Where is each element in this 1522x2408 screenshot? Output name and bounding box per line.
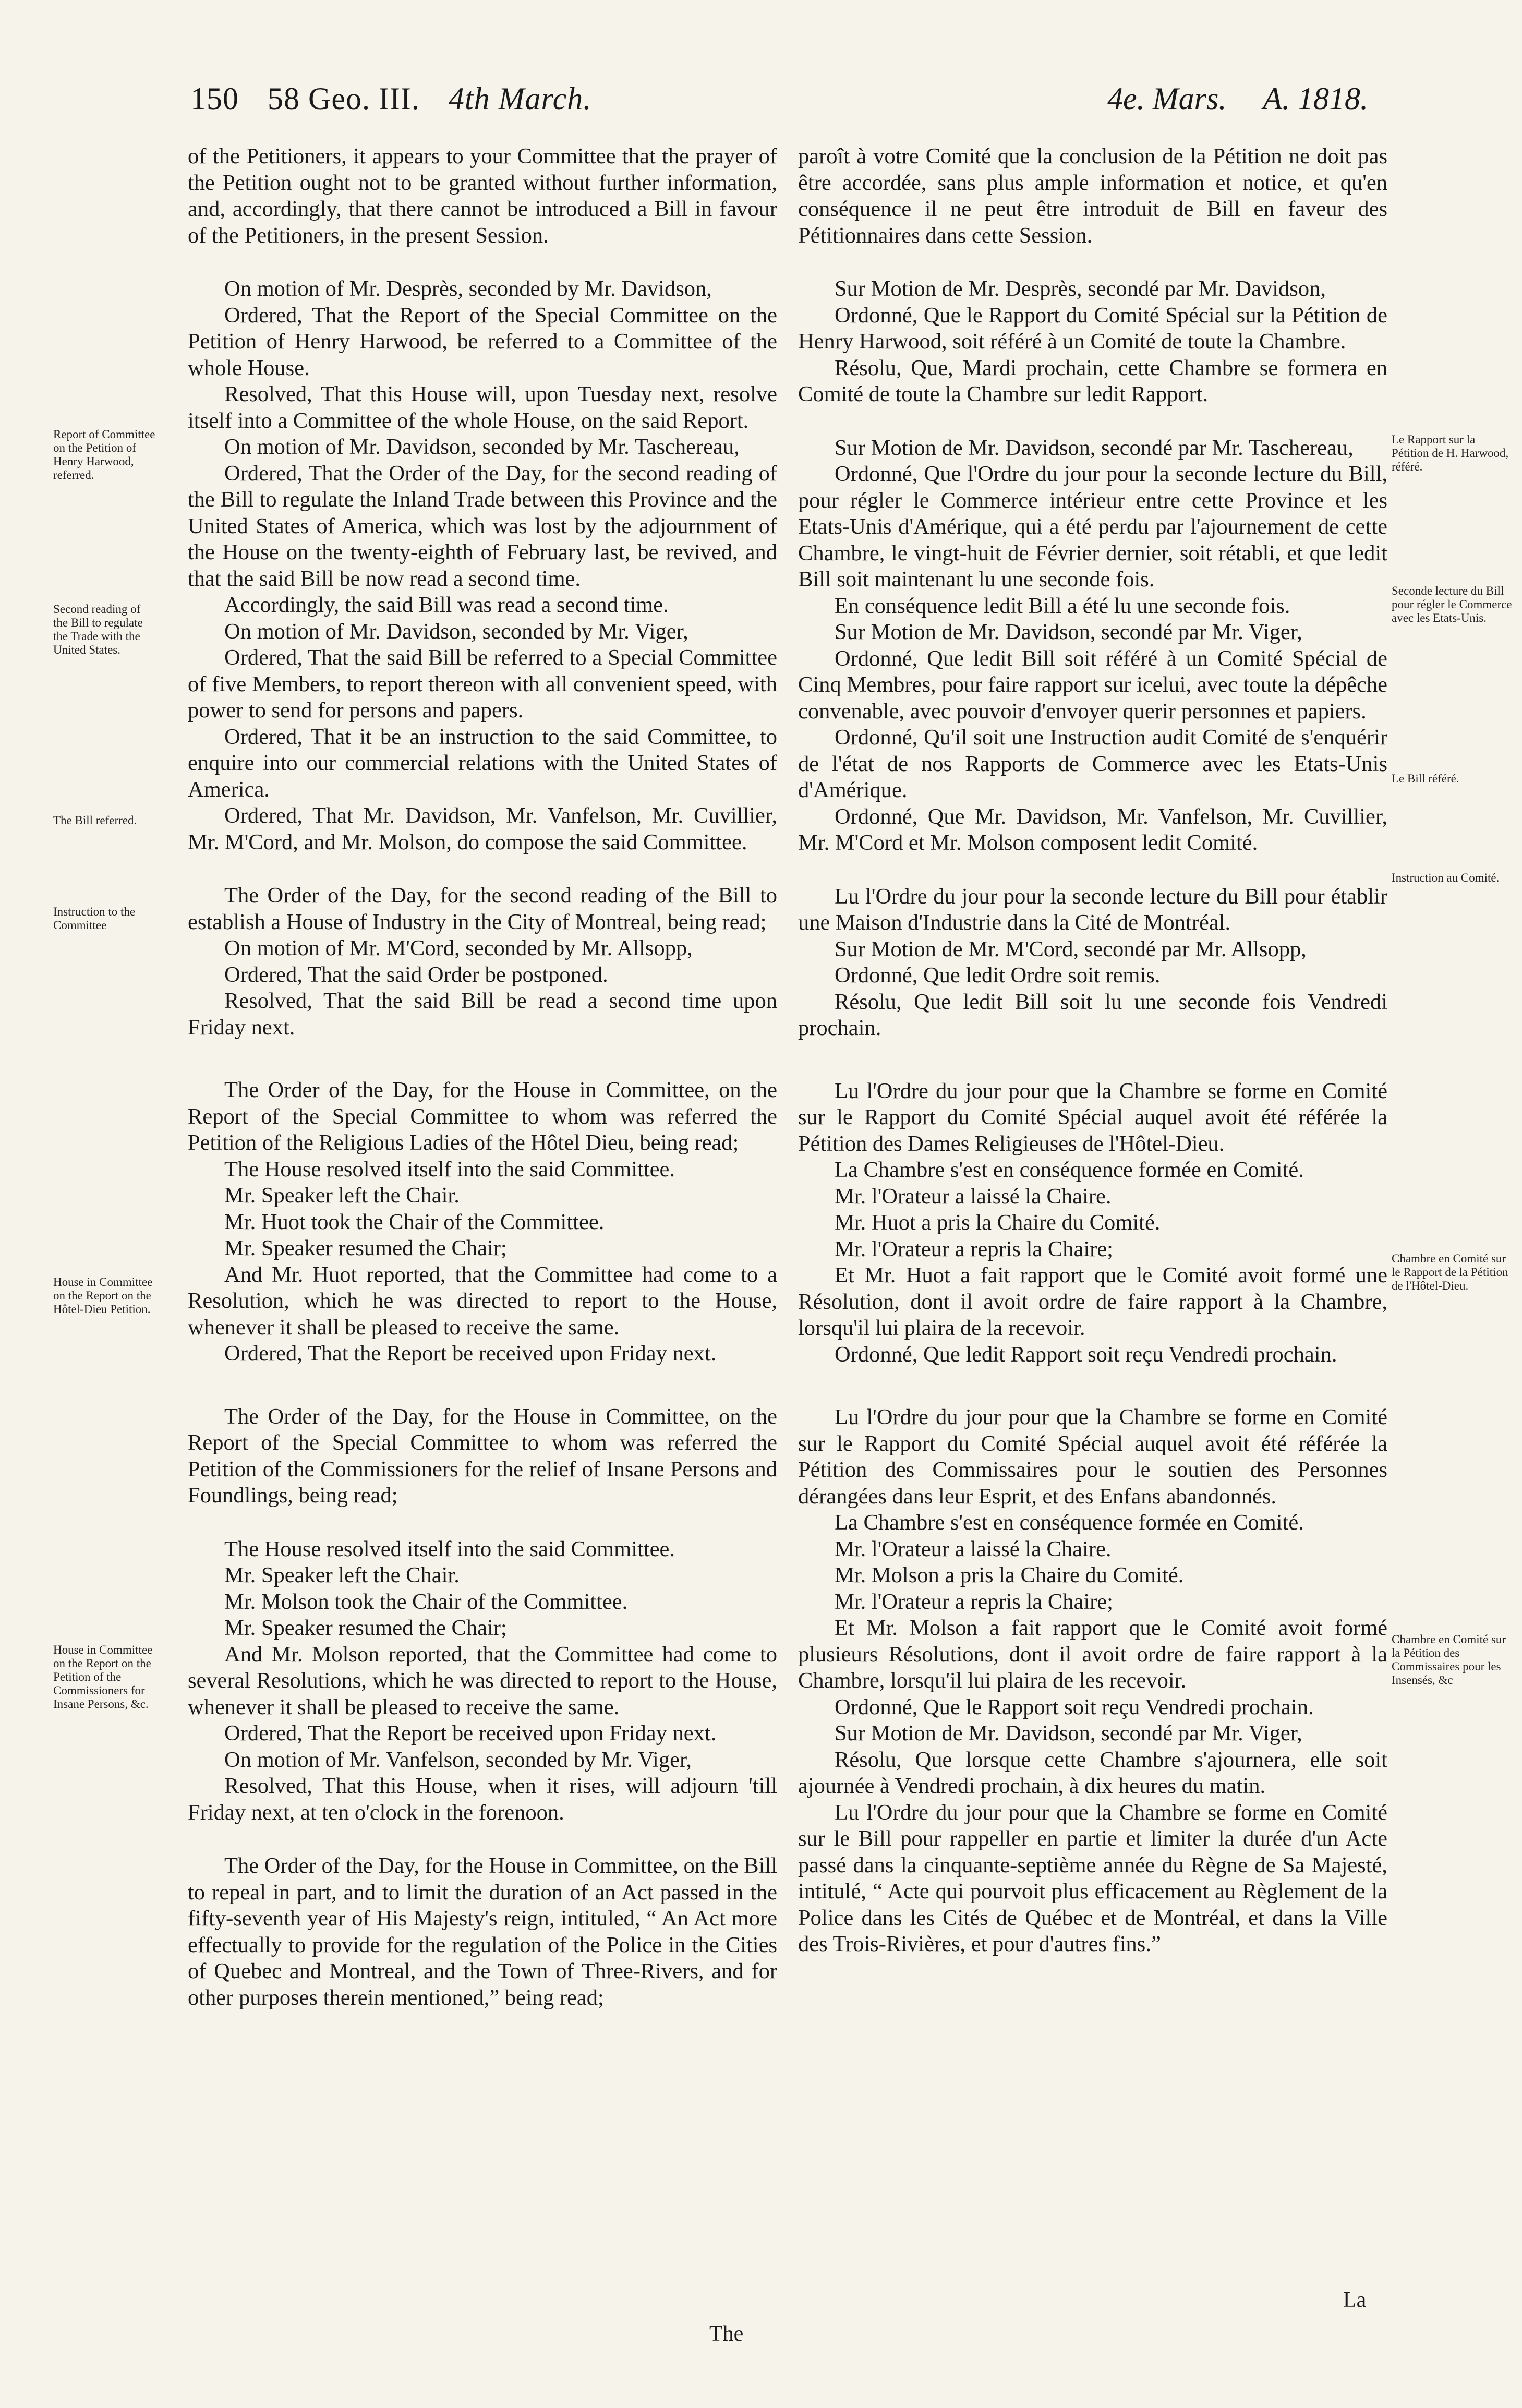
english-paragraph: The House resolved itself into the said Committee. [224, 1157, 675, 1182]
regnal-year: 58 Geo. III. [268, 81, 420, 116]
english-catchword: The [709, 2322, 744, 2346]
french-paragraph: Résolu, Que ledit Bill soit lu une seconde fois Vendredi prochain. [798, 989, 1387, 1040]
french-paragraph: Ordonné, Que le Rapport soit reçu Vendredi prochain. [835, 1694, 1314, 1719]
english-column [188, 143, 777, 2011]
french-paragraph: La Chambre s'est en conséquence formée en Comité. [835, 1158, 1304, 1182]
french-paragraph: Résolu, Que, Mardi prochain, cette Chambre se formera en Comité de toute la Chambre sur ledit Rapport. [798, 355, 1387, 406]
margin-note-left: House in Committee on the Report on the Hôtel-Dieu Petition. [53, 1275, 153, 1316]
english-paragraph: The Order of the Day, for the House in Committee, on the Report of the Special Committee to whom was referred the Petition of the Commissioners for the relief of Insane Persons and Foundlings, being read; [188, 1404, 777, 1508]
english-paragraph: Resolved, That this House, when it rises, will adjourn 'till Friday next, at ten o'clock in the forenoon. [188, 1774, 777, 1825]
french-paragraph: Lu l'Ordre du jour pour que la Chambre se forme en Comité sur le Rapport du Comité Spécial auquel avoit été référée la Pétition des Commissaires pour le soutien des Personnes dérangées dans leur Esprit, et des Enfans abandonnés. [798, 1405, 1387, 1509]
margin-note-left: Report of Committee on the Petition of Henry Harwood, referred. [53, 428, 155, 481]
margin-note-right: Le Rapport sur la Pétition de H. Harwood, référé. [1392, 433, 1509, 473]
french-paragraph: Ordonné, Qu'il soit une Instruction audit Comité de s'enquérir de l'état de nos Rapports de Commerce avec les Etats-Unis d'Amérique. [798, 725, 1387, 802]
english-paragraph: Mr. Huot took the Chair of the Committee. [224, 1209, 605, 1234]
english-paragraph: And Mr. Huot reported, that the Committee had come to a Resolution, which he was directed to report to the House, whenever it shall be pleased to receive the same. [188, 1262, 777, 1340]
french-paragraph: Lu l'Ordre du jour pour que la Chambre se forme en Comité sur le Bill pour rappeller en partie et limiter la durée d'un Acte passé dans la cinquante-septième année du Règne de Sa Majesté, intitulé, “ Acte qui pourvoit plus efficacement au Règlement de la Police dans les Cités de Québec et de Montréal, et dans la Ville des Trois-Rivières, et pour d'autres fins.” [798, 1800, 1387, 1956]
english-paragraph: Resolved, That the said Bill be read a second time upon Friday next. [188, 989, 777, 1040]
french-paragraph: Mr. l'Orateur a laissé la Chaire. [835, 1536, 1112, 1561]
french-paragraph: Et Mr. Molson a fait rapport que le Comité avoit formé plusieurs Résolutions, dont il avoit ordre de faire rapport à la Chambre, lorsqu'il lui plaira de les recevoir. [798, 1616, 1387, 1693]
french-paragraph: Ordonné, Que ledit Ordre soit remis. [835, 963, 1161, 988]
margin-note-right: Chambre en Comité sur la Pétition des Commissaires pour les Insensés, &c [1392, 1633, 1506, 1687]
margin-note-left: House in Committee on the Report on the Petition of the Commissioners for Insane Persons, &c. [53, 1643, 153, 1711]
english-paragraph: Mr. Speaker left the Chair. [224, 1563, 460, 1587]
english-paragraph: Ordered, That the said Bill be referred to a Special Committee of five Members, to report thereon with all convenient speed, with power to send for persons and papers. [188, 645, 777, 723]
margin-note-left: Second reading of the Bill to regulate the Trade with the United States. [53, 603, 143, 656]
english-paragraph: Resolved, That this House will, upon Tuesday next, resolve itself into a Committee of the whole House, on the said Report. [188, 382, 777, 433]
french-paragraph: Mr. Molson a pris la Chaire du Comité. [835, 1563, 1184, 1587]
french-paragraph: Ordonné, Que l'Ordre du jour pour la seconde lecture du Bill, pour régler le Commerce intérieur entre cette Province et les Etats-Unis d'Amérique, qui a été perdu par l'ajournement de cette Chambre, le vingt-huit de Février dernier, soit rétabli, et que ledit Bill soit maintenant lu une seconde fois. [798, 462, 1387, 592]
french-column [798, 143, 1387, 1958]
french-paragraph: Résolu, Que lorsque cette Chambre s'ajournera, elle soit ajournée à Vendredi prochain, à dix heures du matin. [798, 1747, 1387, 1798]
page-number: 150 [190, 81, 239, 116]
french-paragraph: Ordonné, Que ledit Bill soit référé à un Comité Spécial de Cinq Membres, pour faire rapport sur icelui, avec toute la dépêche convenable, avec pouvoir d'envoyer querir personnes et papiers. [798, 646, 1387, 724]
margin-note-right: Seconde lecture du Bill pour régler le Commerce avec les Etats-Unis. [1392, 584, 1512, 624]
english-paragraph: On motion of Mr. Desprès, seconded by Mr. Davidson, [224, 276, 712, 301]
french-paragraph: Mr. Huot a pris la Chaire du Comité. [835, 1210, 1161, 1235]
english-paragraph: Ordered, That Mr. Davidson, Mr. Vanfelson, Mr. Cuvillier, Mr. M'Cord, and Mr. Molson, do compose the said Committee. [188, 803, 777, 854]
french-paragraph: Sur Motion de Mr. M'Cord, secondé par Mr. Allsopp, [835, 936, 1307, 961]
english-paragraph: Mr. Speaker resumed the Chair; [224, 1616, 507, 1640]
running-header [0, 81, 1522, 138]
english-paragraph: On motion of Mr. Davidson, seconded by Mr. Viger, [224, 619, 688, 644]
english-paragraph: Ordered, That the Report of the Special Committee on the Petition of Henry Harwood, be referred to a Committee of the whole House. [188, 303, 777, 380]
french-paragraph: Sur Motion de Mr. Davidson, secondé par Mr. Viger, [835, 1721, 1302, 1745]
french-paragraph: Sur Motion de Mr. Davidson, secondé par Mr. Taschereau, [835, 435, 1354, 460]
french-paragraph: Et Mr. Huot a fait rapport que le Comité avoit formé une Résolution, dont il avoit ordre de faire rapport à la Chambre, lorsqu'il lui plaira de la recevoir. [798, 1263, 1387, 1340]
english-paragraph: Mr. Molson took the Chair of the Committee. [224, 1589, 628, 1614]
english-paragraph: The House resolved itself into the said Committee. [224, 1536, 675, 1561]
french-paragraph: Mr. l'Orateur a repris la Chaire; [835, 1589, 1113, 1614]
english-paragraph: The Order of the Day, for the House in Committee, on the Report of the Special Committee to whom was referred the Petition of the Religious Ladies of the Hôtel Dieu, being read; [188, 1078, 777, 1155]
margin-note-left: The Bill referred. [53, 814, 137, 827]
english-paragraph: On motion of Mr. M'Cord, seconded by Mr. Allsopp, [224, 936, 693, 960]
english-paragraph: Ordered, That it be an instruction to the said Committee, to enquire into our commercial relations with the United States of America. [188, 724, 777, 802]
english-paragraph: of the Petitioners, it appears to your Committee that the prayer of the Petition ought not to be granted without further information, and, accordingly, that there cannot be introduced a Bill in favour of the Petitioners, in the present Session. [188, 144, 777, 248]
french-paragraph: Mr. l'Orateur a laissé la Chaire. [835, 1184, 1112, 1209]
margin-note-left: Instruction to the Committee [53, 905, 136, 932]
french-paragraph: Mr. l'Orateur a repris la Chaire; [835, 1236, 1113, 1261]
french-paragraph: Ordonné, Que le Rapport du Comité Spécial sur la Pétition de Henry Harwood, soit référé à un Comité de toute la Chambre. [798, 303, 1387, 354]
margin-note-right: Chambre en Comité sur le Rapport de la Pétition de l'Hôtel-Dieu. [1392, 1252, 1508, 1292]
english-paragraph: On motion of Mr. Davidson, seconded by Mr. Taschereau, [224, 435, 740, 459]
english-paragraph: The Order of the Day, for the House in Committee, on the Bill to repeal in part, and to limit the duration of an Act passed in the fifty-seventh year of His Majesty's reign, intituled, “ An Act more effectually to provide for the regulation of the Police in the Cities of Quebec and Montreal, and the Town of Three-Rivers, and for other purposes therein mentioned,” being read; [188, 1853, 777, 2010]
english-paragraph: Ordered, That the said Order be postponed. [224, 962, 608, 987]
french-paragraph: Ordonné, Que Mr. Davidson, Mr. Vanfelson, Mr. Cuvillier, Mr. M'Cord et Mr. Molson composent ledit Comité. [798, 804, 1387, 855]
english-paragraph: And Mr. Molson reported, that the Committee had come to several Resolutions, which he was directed to report to the House, whenever it shall be pleased to receive the same. [188, 1642, 777, 1719]
french-paragraph: Sur Motion de Mr. Davidson, secondé par Mr. Viger, [835, 620, 1302, 644]
year: A. 1818. [1263, 81, 1368, 116]
english-paragraph: Accordingly, the said Bill was read a second time. [224, 593, 669, 617]
english-paragraph: Mr. Speaker left the Chair. [224, 1183, 460, 1208]
header-left [190, 81, 620, 117]
french-paragraph: Lu l'Ordre du jour pour la seconde lecture du Bill pour établir une Maison d'Industrie dans la Cité de Montréal. [798, 884, 1387, 935]
french-paragraph: En conséquence ledit Bill a été lu une seconde fois. [835, 593, 1290, 618]
english-paragraph: Mr. Speaker resumed the Chair; [224, 1236, 507, 1260]
english-paragraph: Ordered, That the Order of the Day, for the second reading of the Bill to regulate the Inland Trade between this Province and the United States of America, which was lost by the adjournment of the House on the twenty-eighth of February last, be revived, and that the said Bill be now read a second time. [188, 461, 777, 591]
french-catchword: La [1343, 2288, 1367, 2312]
english-paragraph: Ordered, That the Report be received upon Friday next. [224, 1341, 717, 1366]
english-paragraph: The Order of the Day, for the second reading of the Bill to establish a House of Industry in the City of Montreal, being read; [188, 883, 777, 934]
english-paragraph: Ordered, That the Report be received upon Friday next. [224, 1721, 717, 1745]
margin-note-right: Instruction au Comité. [1392, 871, 1500, 884]
header-right [1071, 81, 1368, 117]
date-en: 4th March. [448, 81, 592, 116]
french-paragraph: Sur Motion de Mr. Desprès, secondé par Mr. Davidson, [835, 276, 1326, 301]
margin-note-right: Le Bill référé. [1392, 772, 1459, 785]
date-fr: 4e. Mars. [1107, 81, 1227, 116]
french-paragraph: Ordonné, Que ledit Rapport soit reçu Vendredi prochain. [835, 1342, 1337, 1367]
french-paragraph: Lu l'Ordre du jour pour que la Chambre se forme en Comité sur le Rapport du Comité Spécial auquel avoit été référée la Pétition des Dames Religieuses de l'Hôtel-Dieu. [798, 1078, 1387, 1156]
french-paragraph: paroît à votre Comité que la conclusion de la Pétition ne doit pas être accordée, sans plus ample information et notice, et qu'en conséquence il ne peut être introduit de Bill en faveur des Pétitionnaires dans cette Session. [798, 144, 1387, 248]
french-paragraph: La Chambre s'est en conséquence formée en Comité. [835, 1510, 1304, 1535]
english-paragraph: On motion of Mr. Vanfelson, seconded by Mr. Viger, [224, 1747, 692, 1772]
